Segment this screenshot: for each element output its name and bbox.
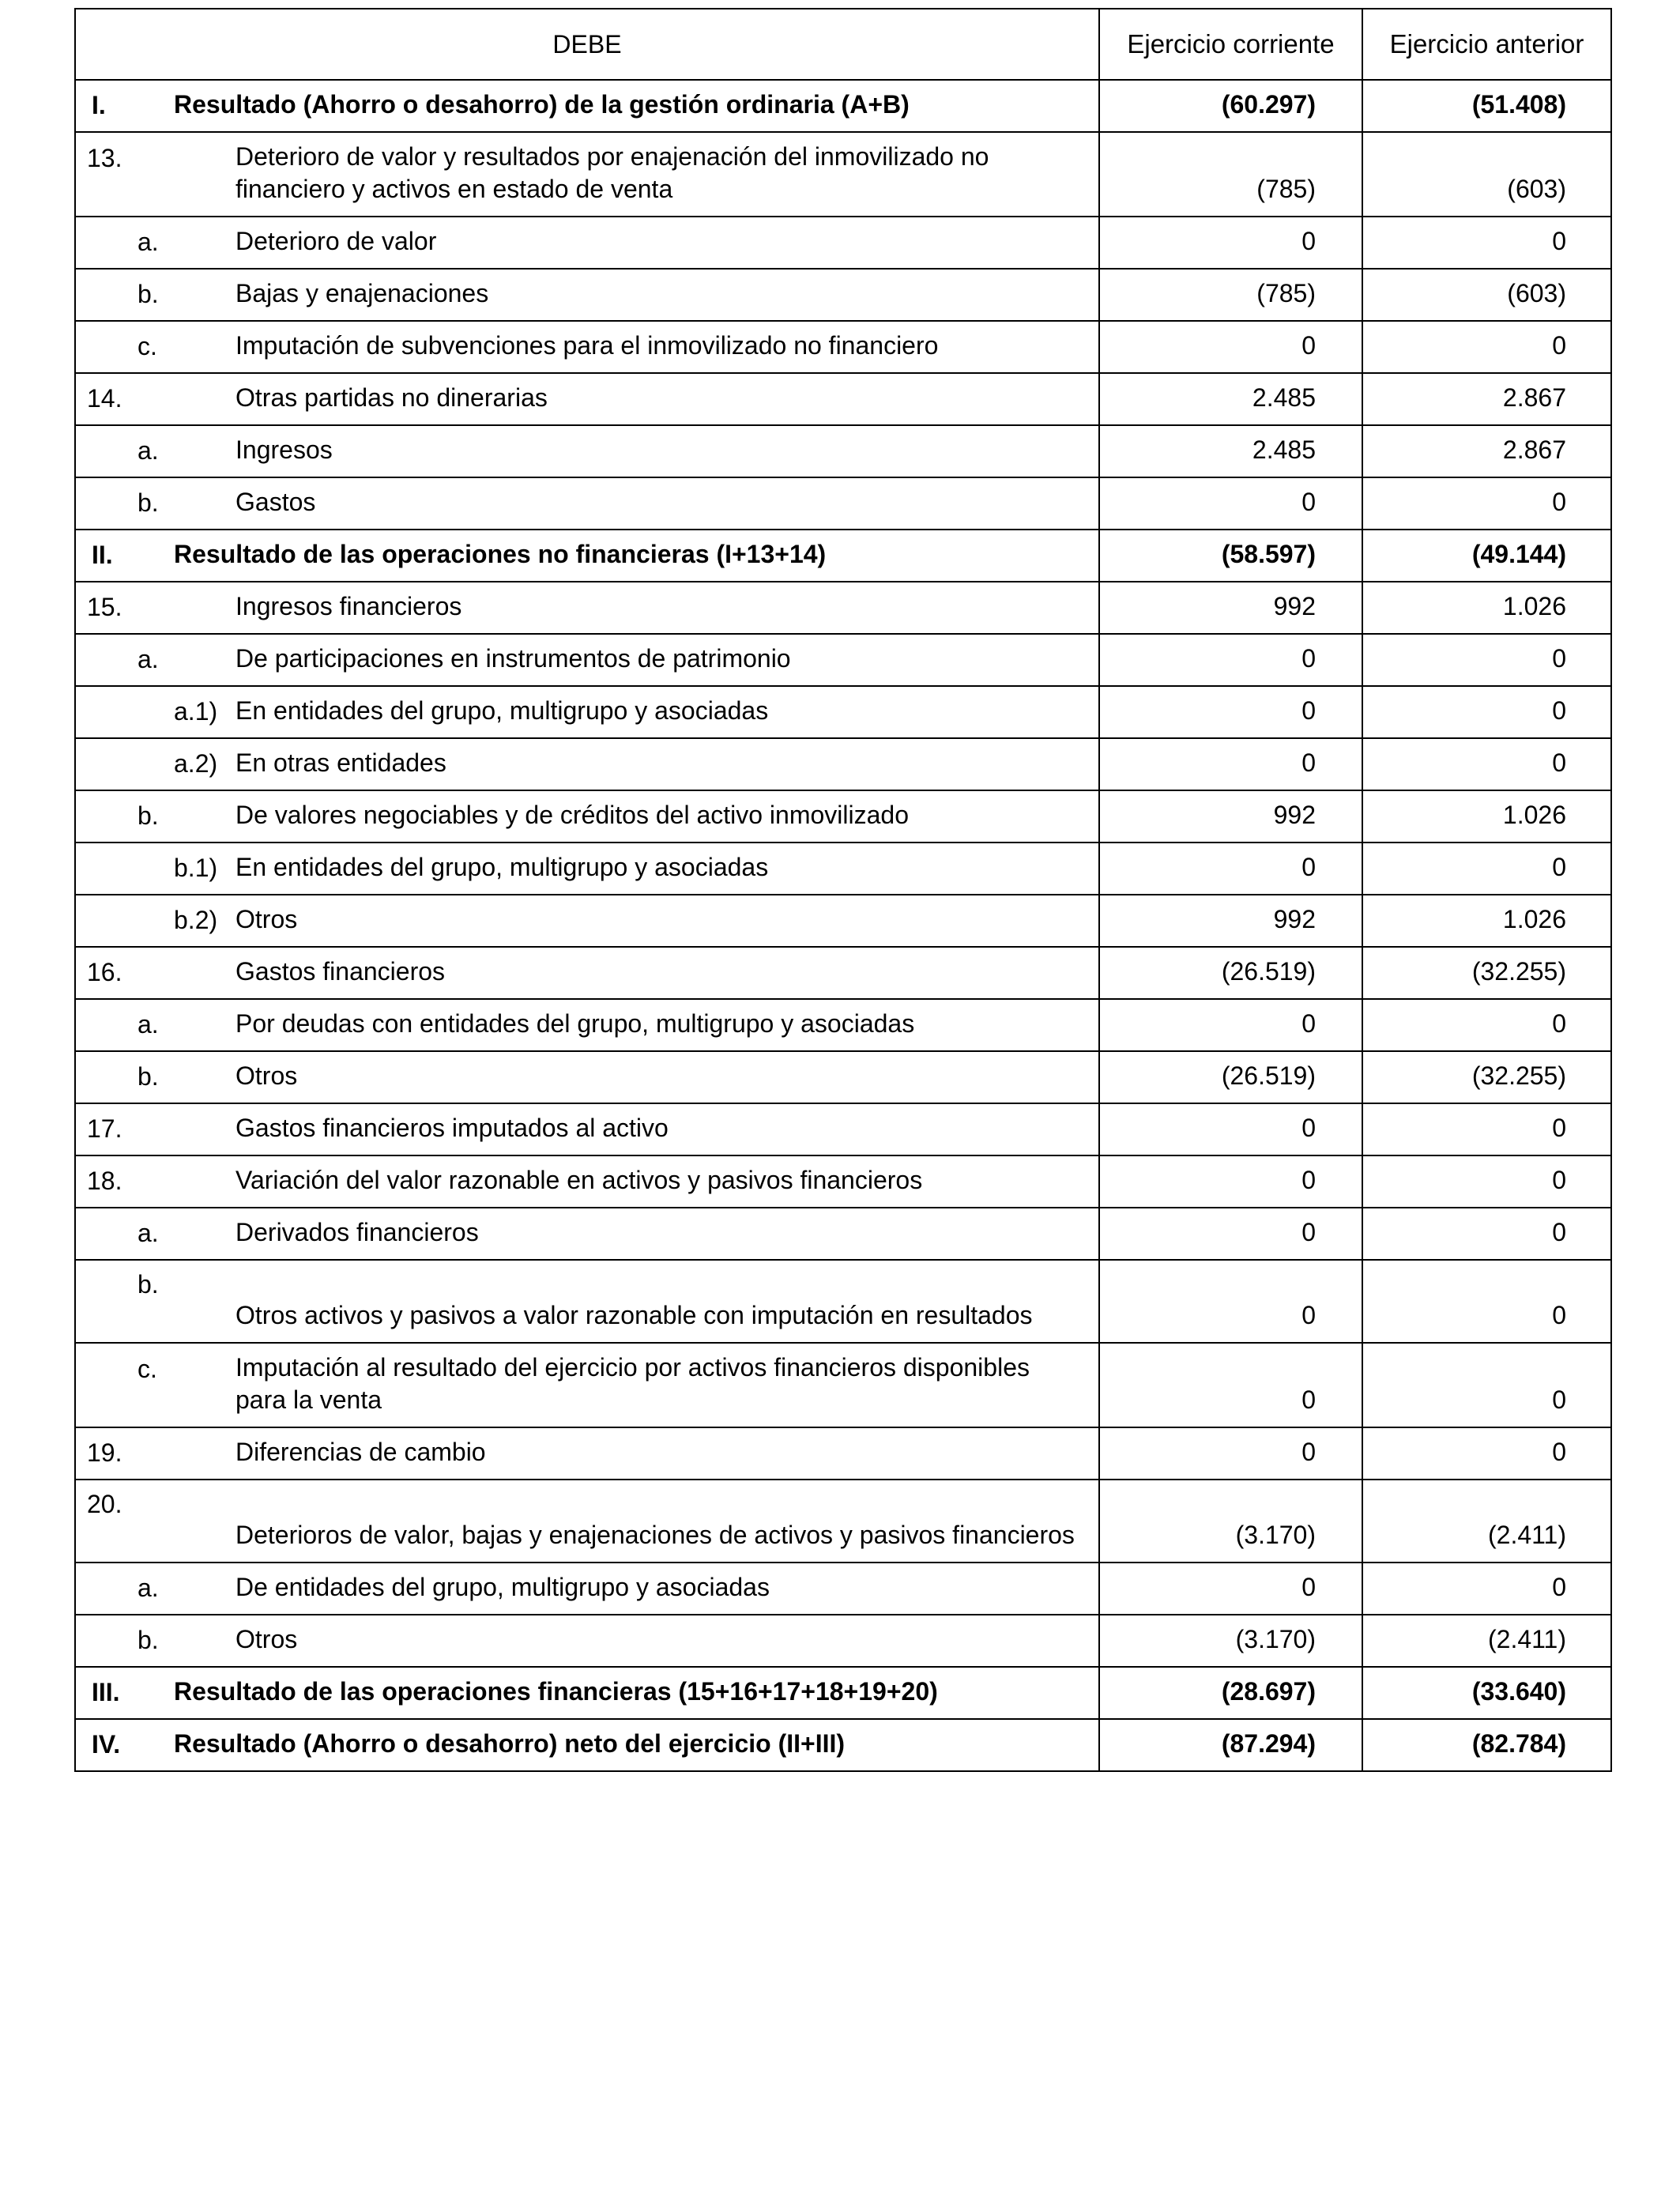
row-description xyxy=(75,1103,1099,1155)
table-row xyxy=(75,947,1611,999)
row-text: Resultado de las operaciones no financieras (I+13+14) xyxy=(174,540,827,568)
row-label: b. xyxy=(137,280,159,308)
row-current-value: 0 xyxy=(1099,477,1362,530)
row-description xyxy=(75,373,1099,425)
row-text: Ingresos financieros xyxy=(235,592,462,620)
row-label: c. xyxy=(137,1355,157,1383)
row-previous-value: (33.640) xyxy=(1362,1667,1611,1719)
row-label: b. xyxy=(137,488,159,517)
row-current-value: 0 xyxy=(1099,634,1362,686)
table-row xyxy=(75,686,1611,738)
row-current-value: 0 xyxy=(1099,843,1362,895)
row-label: b. xyxy=(137,1626,159,1654)
row-text: Gastos financieros xyxy=(235,957,446,986)
row-label: a. xyxy=(137,436,159,465)
row-label: 16. xyxy=(87,958,122,986)
row-current-value: (785) xyxy=(1099,132,1362,217)
table-row xyxy=(75,1155,1611,1208)
row-description xyxy=(75,1719,1099,1771)
row-label: 18. xyxy=(87,1167,122,1195)
row-text: En entidades del grupo, multigrupo y asociadas xyxy=(235,853,769,881)
table-row xyxy=(75,1667,1611,1719)
row-description xyxy=(75,634,1099,686)
row-previous-value: 1.026 xyxy=(1362,582,1611,634)
row-label: 13. xyxy=(87,144,122,172)
header-debe: DEBE xyxy=(75,9,1099,80)
table-row xyxy=(75,1103,1611,1155)
row-previous-value: 0 xyxy=(1362,1103,1611,1155)
row-text: Otros activos y pasivos a valor razonable con imputación en resultados xyxy=(235,1301,1033,1329)
row-previous-value: (82.784) xyxy=(1362,1719,1611,1771)
row-description xyxy=(75,947,1099,999)
row-text: Por deudas con entidades del grupo, multigrupo y asociadas xyxy=(235,1009,915,1038)
row-current-value: 0 xyxy=(1099,1563,1362,1615)
row-label: 19. xyxy=(87,1438,122,1467)
table-row xyxy=(75,634,1611,686)
row-description xyxy=(75,132,1099,217)
row-previous-value: (51.408) xyxy=(1362,80,1611,132)
row-label: 15. xyxy=(87,593,122,621)
row-current-value: 2.485 xyxy=(1099,425,1362,477)
table-row xyxy=(75,1051,1611,1103)
row-label: a. xyxy=(137,1010,159,1039)
row-description xyxy=(75,80,1099,132)
row-text: Gastos xyxy=(235,488,316,516)
row-previous-value: 0 xyxy=(1362,843,1611,895)
row-previous-value: 0 xyxy=(1362,686,1611,738)
row-description xyxy=(75,1480,1099,1563)
header-current-year: Ejercicio corriente xyxy=(1099,9,1362,80)
table-row xyxy=(75,1427,1611,1480)
row-previous-value: (603) xyxy=(1362,132,1611,217)
row-current-value: 0 xyxy=(1099,1208,1362,1260)
row-label: b.2) xyxy=(174,906,218,934)
row-current-value: (60.297) xyxy=(1099,80,1362,132)
table-row xyxy=(75,269,1611,321)
row-previous-value: 0 xyxy=(1362,1343,1611,1427)
table-row xyxy=(75,80,1611,132)
row-description xyxy=(75,530,1099,582)
row-label: 17. xyxy=(87,1114,122,1143)
row-current-value: (26.519) xyxy=(1099,947,1362,999)
row-description xyxy=(75,321,1099,373)
row-text: De entidades del grupo, multigrupo y asociadas xyxy=(235,1573,770,1601)
row-previous-value: (2.411) xyxy=(1362,1480,1611,1563)
row-previous-value: 0 xyxy=(1362,1208,1611,1260)
table-row xyxy=(75,217,1611,269)
row-current-value: (87.294) xyxy=(1099,1719,1362,1771)
row-text: Otros xyxy=(235,1061,298,1090)
row-description xyxy=(75,790,1099,843)
row-text: Imputación al resultado del ejercicio por activos financieros disponibles para la venta xyxy=(235,1353,1030,1414)
row-label: c. xyxy=(137,332,157,360)
row-previous-value: 0 xyxy=(1362,738,1611,790)
row-description xyxy=(75,1260,1099,1343)
row-current-value: (28.697) xyxy=(1099,1667,1362,1719)
row-text: Diferencias de cambio xyxy=(235,1438,486,1466)
row-previous-value: 0 xyxy=(1362,321,1611,373)
row-description xyxy=(75,1563,1099,1615)
row-previous-value: 2.867 xyxy=(1362,425,1611,477)
row-current-value: 992 xyxy=(1099,790,1362,843)
row-current-value: (58.597) xyxy=(1099,530,1362,582)
row-label: a. xyxy=(137,645,159,673)
row-previous-value: 0 xyxy=(1362,1155,1611,1208)
table-row xyxy=(75,1343,1611,1427)
row-text: Otras partidas no dinerarias xyxy=(235,383,548,412)
row-label: I. xyxy=(92,91,106,119)
row-description xyxy=(75,738,1099,790)
row-current-value: 0 xyxy=(1099,1343,1362,1427)
row-previous-value: (603) xyxy=(1362,269,1611,321)
row-previous-value: 1.026 xyxy=(1362,895,1611,947)
row-previous-value: 0 xyxy=(1362,999,1611,1051)
table-row xyxy=(75,373,1611,425)
table-row xyxy=(75,1615,1611,1667)
row-previous-value: (49.144) xyxy=(1362,530,1611,582)
row-previous-value: 0 xyxy=(1362,1427,1611,1480)
table-row xyxy=(75,1563,1611,1615)
row-label: a. xyxy=(137,1219,159,1247)
row-text: Otros xyxy=(235,1625,298,1653)
table-row xyxy=(75,321,1611,373)
table-row xyxy=(75,999,1611,1051)
row-current-value: 0 xyxy=(1099,321,1362,373)
row-description xyxy=(75,1155,1099,1208)
table-row xyxy=(75,1719,1611,1771)
row-current-value: (26.519) xyxy=(1099,1051,1362,1103)
row-current-value: (3.170) xyxy=(1099,1615,1362,1667)
row-current-value: 0 xyxy=(1099,1427,1362,1480)
row-text: Ingresos xyxy=(235,435,333,464)
row-description xyxy=(75,217,1099,269)
header-previous-year: Ejercicio anterior xyxy=(1362,9,1611,80)
row-label: a.1) xyxy=(174,697,218,726)
row-label: II. xyxy=(92,541,113,569)
row-description xyxy=(75,686,1099,738)
table-row xyxy=(75,1480,1611,1563)
row-text: Gastos financieros imputados al activo xyxy=(235,1114,669,1142)
row-text: En otras entidades xyxy=(235,748,446,777)
row-text: Imputación de subvenciones para el inmovilizado no financiero xyxy=(235,331,939,360)
row-description xyxy=(75,1667,1099,1719)
row-previous-value: (32.255) xyxy=(1362,1051,1611,1103)
row-previous-value: (32.255) xyxy=(1362,947,1611,999)
table-row xyxy=(75,843,1611,895)
row-description xyxy=(75,895,1099,947)
row-description xyxy=(75,1051,1099,1103)
row-current-value: 0 xyxy=(1099,686,1362,738)
row-text: Resultado (Ahorro o desahorro) de la gestión ordinaria (A+B) xyxy=(174,90,910,119)
row-description xyxy=(75,269,1099,321)
row-label: a. xyxy=(137,228,159,256)
row-current-value: 2.485 xyxy=(1099,373,1362,425)
row-previous-value: 0 xyxy=(1362,477,1611,530)
row-current-value: (3.170) xyxy=(1099,1480,1362,1563)
row-text: Deterioro de valor xyxy=(235,227,437,255)
row-previous-value: (2.411) xyxy=(1362,1615,1611,1667)
table-row xyxy=(75,477,1611,530)
row-label: b. xyxy=(137,801,159,830)
row-description xyxy=(75,843,1099,895)
row-text: Resultado (Ahorro o desahorro) neto del ejercicio (II+III) xyxy=(174,1729,846,1758)
table-row xyxy=(75,895,1611,947)
row-text: Resultado de las operaciones financieras (15+16+17+18+19+20) xyxy=(174,1677,938,1706)
row-current-value: 0 xyxy=(1099,1260,1362,1343)
row-text: Derivados financieros xyxy=(235,1218,479,1246)
row-previous-value: 0 xyxy=(1362,634,1611,686)
row-current-value: 0 xyxy=(1099,999,1362,1051)
row-text: De participaciones en instrumentos de patrimonio xyxy=(235,644,791,673)
row-label: b. xyxy=(137,1062,159,1091)
row-description xyxy=(75,425,1099,477)
row-label: IV. xyxy=(92,1730,121,1759)
row-label: a.2) xyxy=(174,749,218,778)
row-label: b.1) xyxy=(174,854,218,882)
table-row xyxy=(75,790,1611,843)
row-previous-value: 0 xyxy=(1362,1260,1611,1343)
row-previous-value: 1.026 xyxy=(1362,790,1611,843)
row-current-value: 0 xyxy=(1099,1103,1362,1155)
row-description xyxy=(75,582,1099,634)
row-description xyxy=(75,477,1099,530)
row-label: III. xyxy=(92,1678,120,1706)
row-text: Bajas y enajenaciones xyxy=(235,279,489,307)
row-description xyxy=(75,1615,1099,1667)
row-label: 20. xyxy=(87,1490,122,1518)
row-text: Deterioro de valor y resultados por enajenación del inmovilizado no financiero y activos en estado de venta xyxy=(235,142,989,203)
row-label: a. xyxy=(137,1574,159,1602)
row-current-value: 992 xyxy=(1099,582,1362,634)
row-current-value: (785) xyxy=(1099,269,1362,321)
row-text: En entidades del grupo, multigrupo y asociadas xyxy=(235,696,769,725)
header-row xyxy=(75,9,1611,80)
table-row xyxy=(75,1260,1611,1343)
row-description xyxy=(75,1208,1099,1260)
row-text: Deterioros de valor, bajas y enajenaciones de activos y pasivos financieros xyxy=(235,1521,1075,1549)
row-text: De valores negociables y de créditos del activo inmovilizado xyxy=(235,801,909,829)
row-label: 14. xyxy=(87,384,122,413)
table-row xyxy=(75,582,1611,634)
table-row xyxy=(75,132,1611,217)
table-row xyxy=(75,425,1611,477)
row-previous-value: 2.867 xyxy=(1362,373,1611,425)
table-row xyxy=(75,530,1611,582)
table-row xyxy=(75,1208,1611,1260)
debe-table xyxy=(74,8,1612,1772)
row-text: Otros xyxy=(235,905,298,933)
row-description xyxy=(75,999,1099,1051)
row-current-value: 0 xyxy=(1099,1155,1362,1208)
row-current-value: 992 xyxy=(1099,895,1362,947)
row-previous-value: 0 xyxy=(1362,217,1611,269)
table-row xyxy=(75,738,1611,790)
row-description xyxy=(75,1343,1099,1427)
row-label: b. xyxy=(137,1270,159,1299)
row-description xyxy=(75,1427,1099,1480)
row-current-value: 0 xyxy=(1099,738,1362,790)
row-previous-value: 0 xyxy=(1362,1563,1611,1615)
row-text: Variación del valor razonable en activos y pasivos financieros xyxy=(235,1166,923,1194)
row-current-value: 0 xyxy=(1099,217,1362,269)
